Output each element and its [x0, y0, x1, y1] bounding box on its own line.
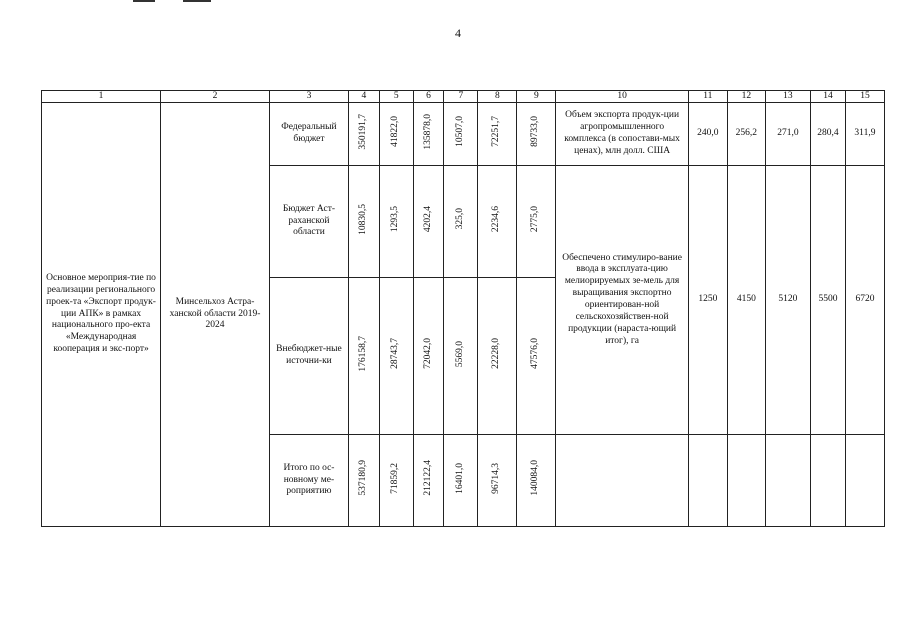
program-table: [41, 90, 885, 527]
funding-source: Бюджет Аст-раханской области: [269, 166, 348, 278]
amount-cell: [517, 103, 556, 166]
empty-cell: [688, 435, 727, 527]
indicator-name: Обеспечено стимулиро-вание ввода в эксплуата-цию мелиорируемых зе-мель для выращивания экспортно ориентирован-ной сельскохозяйствен-ной продукции (нараста-ющий итог), га: [556, 166, 688, 435]
amount-value: 47576,0: [530, 338, 541, 369]
column-number: 5: [379, 91, 413, 103]
amount-value: 1293,5: [390, 206, 401, 233]
amount-cell: [413, 166, 444, 278]
amount-cell: [348, 166, 379, 278]
column-number: 11: [688, 91, 727, 103]
amount-cell: [478, 278, 517, 435]
column-number: 10: [556, 91, 688, 103]
amount-cell: [478, 103, 517, 166]
amount-cell: [348, 278, 379, 435]
column-number: 8: [478, 91, 517, 103]
amount-value: 4202,4: [422, 206, 433, 233]
column-number-row: [42, 91, 885, 103]
amount-cell: [517, 435, 556, 527]
empty-cell: [765, 435, 810, 527]
column-number: 1: [42, 91, 161, 103]
funding-source: Федеральный бюджет: [269, 103, 348, 166]
scan-top-marks: [133, 0, 211, 3]
column-number: 6: [413, 91, 444, 103]
amount-cell: [379, 435, 413, 527]
amount-cell: [348, 435, 379, 527]
amount-value: 28743,7: [390, 338, 401, 369]
column-number: 7: [444, 91, 478, 103]
amount-value: 72251,7: [491, 116, 502, 147]
amount-value: 537180,9: [357, 460, 368, 496]
amount-value: 22228,0: [491, 338, 502, 369]
indicator-value: 311,9: [845, 103, 884, 166]
column-number: 9: [517, 91, 556, 103]
table-row: [42, 103, 885, 166]
amount-cell: [413, 103, 444, 166]
indicator-value: 240,0: [688, 103, 727, 166]
funding-source: Внебюджет-ные источни-ки: [269, 278, 348, 435]
amount-value: 16401,0: [454, 462, 465, 494]
amount-value: 350191,7: [357, 113, 368, 150]
amount-value: 2775,0: [530, 206, 541, 233]
indicator-value: 1250: [688, 166, 727, 435]
column-number: 15: [845, 91, 884, 103]
amount-value: 10830,5: [357, 203, 368, 235]
amount-value: 89733,0: [530, 116, 541, 147]
amount-value: 176158,7: [357, 335, 368, 372]
amount-value: 96714,3: [491, 462, 502, 494]
amount-value: 10507,0: [454, 116, 465, 147]
amount-cell: [444, 435, 478, 527]
amount-cell: [444, 278, 478, 435]
executor-cell: Минсельхоз Астра-ханской области 2019-2024: [161, 103, 270, 527]
amount-value: 72042,0: [422, 338, 433, 369]
column-number: 12: [727, 91, 765, 103]
amount-cell: [379, 103, 413, 166]
amount-value: 212122,4: [422, 460, 433, 496]
indicator-name: Объем экспорта продук-ции агропромышленного комплекса (в сопостави-мых ценах), млн долл. США: [556, 103, 688, 166]
amount-value: 5569,0: [454, 340, 465, 367]
amount-value: 41822,0: [390, 116, 401, 147]
amount-cell: [348, 103, 379, 166]
empty-cell: [810, 435, 845, 527]
column-number: 2: [161, 91, 270, 103]
amount-cell: [379, 166, 413, 278]
amount-value: 325,0: [454, 208, 465, 230]
column-number: 4: [348, 91, 379, 103]
amount-cell: [379, 278, 413, 435]
indicator-value: 271,0: [765, 103, 810, 166]
amount-cell: [444, 103, 478, 166]
amount-cell: [478, 435, 517, 527]
amount-cell: [478, 166, 517, 278]
amount-cell: [517, 278, 556, 435]
empty-cell: [845, 435, 884, 527]
empty-cell: [556, 435, 688, 527]
indicator-value: 256,2: [727, 103, 765, 166]
indicator-value: 5500: [810, 166, 845, 435]
column-number: 14: [810, 91, 845, 103]
amount-cell: [413, 435, 444, 527]
amount-cell: [517, 166, 556, 278]
indicator-value: 280,4: [810, 103, 845, 166]
indicator-value: 4150: [727, 166, 765, 435]
indicator-value: 6720: [845, 166, 884, 435]
funding-source: Итого по ос-новному ме-роприятию: [269, 435, 348, 527]
amount-value: 71859,2: [390, 462, 401, 494]
amount-cell: [444, 166, 478, 278]
amount-cell: [413, 278, 444, 435]
empty-cell: [727, 435, 765, 527]
activity-cell: Основное мероприя-тие по реализации регионального проек-та «Экспорт продук-ции АПК» в рамках национального про-екта «Международная кооперация и экс-порт»: [42, 103, 161, 527]
page-number: 4: [455, 26, 461, 40]
amount-value: 2234,6: [491, 206, 502, 233]
amount-value: 140084,0: [530, 460, 541, 496]
column-number: 3: [269, 91, 348, 103]
column-number: 13: [765, 91, 810, 103]
amount-value: 135878,0: [422, 113, 433, 150]
indicator-value: 5120: [765, 166, 810, 435]
